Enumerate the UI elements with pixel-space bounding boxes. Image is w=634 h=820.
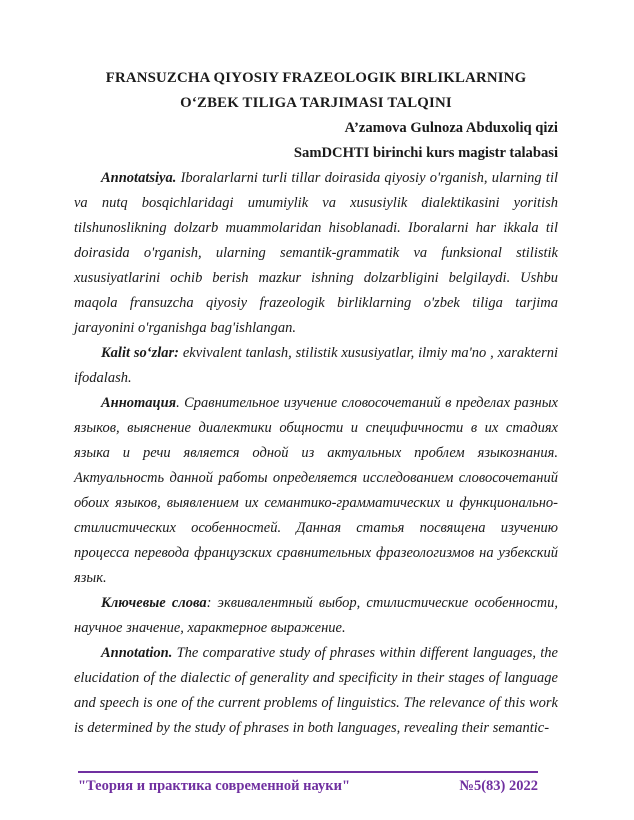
footer-divider	[78, 771, 538, 773]
journal-footer	[78, 771, 538, 795]
paragraph-annotation-ru	[74, 391, 558, 591]
paragraph-text-annotation-en: The comparative study of phrases within different languages, the elucidation of the dialectic of generality and specificity in their stages of language and speech is one of the current problems of linguistics. The relevance of this work is determined by the study of phrases in both languages, revealing their semantic-	[74, 645, 558, 736]
paragraph-lead-annotation-en: Annotation.	[101, 645, 173, 661]
paragraph-text-keywords-ru: : эквивалентный выбор, стилистические особенности, научное значение, характерное выражение.	[74, 595, 558, 636]
footer-row	[78, 778, 538, 795]
journal-name: "Теория и практика современной науки"	[78, 778, 351, 794]
author-affiliation: SamDCHTI birinchi kurs magistr talabasi	[293, 145, 558, 161]
article-title-line2: O‘ZBEK TILIGA TARJIMASI TALQINI	[180, 95, 452, 111]
article-title-line1: FRANSUZCHA QIYOSIY FRAZEOLOGIK BIRLIKLARNING	[105, 70, 527, 86]
paragraph-lead-keywords-uz: Kalit so‘zlar:	[101, 345, 179, 361]
paragraph-annotatsiya-uz	[74, 166, 558, 341]
paragraph-lead-keywords-ru: Ключевые слова	[101, 595, 207, 611]
author-name: A’zamova Gulnoza Abduxoliq qizi	[344, 120, 558, 136]
paragraph-annotation-en	[74, 641, 558, 741]
paragraph-text-keywords-uz: ekvivalent tanlash, stilistik xususiyatlar, ilmiy ma'no , xarakterni ifodalash.	[74, 345, 559, 386]
paragraph-keywords-uz	[74, 341, 558, 391]
paragraph-lead-annotation-ru: Аннотация	[101, 395, 177, 411]
paragraph-keywords-ru	[74, 591, 558, 641]
journal-issue: №5(83) 2022	[459, 778, 538, 794]
paragraph-text-annotation-ru: . Сравнительное изучение словосочетаний в пределах разных языков, выяснение диалектики общности и специфичности в их стадиях языка и речи является одной из актуальных проблем языкознания. Актуальность данной работы определяется исследованием словосочетаний обоих языков, выявлением их семантико-грамматических и функционально-стилистических особенностей. Данная статья посвящена изучению процесса перевода французских сравнительных фразеологизмов на узбекский язык.	[74, 395, 558, 586]
paragraph-text-annotatsiya-uz: Iboralarlarni turli tillar doirasida qiyosiy o'rganish, ularning til va nutq bosqichlaridagi umumiylik va xususiylik dialektikasini yoritish tilshunoslikning dolzarb muammolaridan hisoblanadi. Iboralarni har ikkala til doirasida o'rganish, ularning semantik-grammatik va funksional stilistik xususiyatlarini ochib berish mazkur ishning dolzarbligini belgilaydi. Ushbu maqola fransuzcha qiyosiy frazeologik birliklarning o'zbek tiliga tarjima jarayonini o'rganishga bag'ishlangan.	[74, 170, 558, 336]
paragraph-lead-annotatsiya-uz: Annotatsiya.	[101, 170, 177, 186]
